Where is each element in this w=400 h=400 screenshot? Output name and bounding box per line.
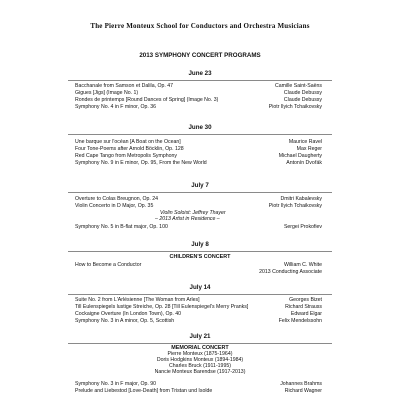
composer-name: Antonín Dvořák bbox=[286, 160, 322, 166]
divider bbox=[68, 251, 332, 252]
concert-date: June 30 bbox=[188, 124, 212, 131]
concert-date: July 7 bbox=[191, 182, 209, 189]
divider bbox=[68, 80, 332, 81]
composer-name: Michael Daugherty bbox=[278, 153, 322, 159]
program-row bbox=[75, 104, 322, 112]
memorial-name: Doris Hodgkins Monteux (1894-1984) bbox=[156, 357, 244, 363]
composer-name: Claude Debussy bbox=[283, 90, 322, 96]
soloist-line bbox=[75, 216, 322, 224]
program-row bbox=[75, 160, 322, 168]
piece-title: Prelude and Liebestod [Love-Death] from Tristan und Isolde bbox=[75, 388, 213, 394]
piece-title: Cockaigne Overture (In London Town), Op. 40 bbox=[75, 311, 182, 317]
divider bbox=[68, 192, 332, 193]
composer-name: Edward Elgar bbox=[290, 311, 322, 317]
composer-name: Piotr Ilyich Tchaikovsky bbox=[268, 203, 322, 209]
divider bbox=[68, 134, 332, 135]
piece-title: How to Become a Conductor bbox=[75, 262, 142, 268]
piece-title: Rondes de printemps [Round Dances of Spring] (Image No. 3) bbox=[75, 97, 219, 103]
composer-note: 2013 Conducting Associate bbox=[259, 269, 322, 275]
piece-title: Symphony No. 4 in F minor, Op. 36 bbox=[75, 104, 157, 110]
composer-name: Felix Mendelssohn bbox=[278, 318, 322, 324]
artist-in-residence-note: – 2013 Artist in Residence – bbox=[155, 216, 220, 222]
piece-title: Symphony No. 3 in A minor, Op. 5, Scottish bbox=[75, 318, 175, 324]
memorial-name: Charles Bruck (1911-1995) bbox=[169, 363, 231, 369]
divider bbox=[68, 343, 332, 344]
composer-name: Camille Saint-Saëns bbox=[275, 83, 322, 89]
concert-subheading: CHILDREN'S CONCERT bbox=[169, 254, 231, 260]
composer-name: Georges Bizet bbox=[289, 297, 322, 303]
piece-title: Gigues [Jigs] (Image No. 1) bbox=[75, 90, 139, 96]
composer-name: Claude Debussy bbox=[283, 97, 322, 103]
composer-name: Maurice Ravel bbox=[288, 139, 322, 145]
piece-title: Symphony No. 5 in B-flat major, Op. 100 bbox=[75, 224, 168, 230]
composer-name: Piotr Ilyich Tchaikovsky bbox=[268, 104, 322, 110]
memorial-name: Pierre Monteux (1875-1964) bbox=[167, 351, 233, 357]
concert-subheading: MEMORIAL CONCERT bbox=[171, 345, 229, 351]
composer-name: Johannes Brahms bbox=[280, 381, 322, 387]
composer-name: Sergei Prokofiev bbox=[283, 224, 322, 230]
piece-title: Four Tone-Poems after Arnold Böcklin, Op. 128 bbox=[75, 146, 184, 152]
concert-date: June 23 bbox=[188, 70, 212, 77]
program-row bbox=[75, 269, 322, 277]
piece-title: Bacchanale from Samson et Dalila, Op. 47 bbox=[75, 83, 174, 89]
piece-title: Red Cape Tango from Metropolis Symphony bbox=[75, 153, 177, 159]
memorial-name: Nancie Monteux Barendse (1917-2013) bbox=[154, 369, 246, 375]
composer-name: Dmitri Kabalevsky bbox=[280, 196, 322, 202]
soloist-name: Violin Soloist: Jeffrey Thayer bbox=[160, 210, 226, 216]
program-row bbox=[75, 388, 322, 396]
composer-name: William C. White bbox=[283, 262, 322, 268]
piece-title: Suite No. 2 from L'Arlésienne [The Woman from Arles] bbox=[75, 297, 200, 303]
program-row bbox=[75, 318, 322, 326]
piece-title: Symphony No. 9 in E minor, Op. 95, From the New World bbox=[75, 160, 207, 166]
concert-date: July 21 bbox=[189, 333, 211, 340]
concert-date: July 8 bbox=[191, 241, 209, 248]
piece-title: Till Eulenspiegels lustige Streiche, Op. 28 [Till Eulenspiegel's Merry Pranks] bbox=[75, 304, 249, 310]
piece-title: Symphony No. 3 in F major, Op. 90 bbox=[75, 381, 157, 387]
concert-date: July 14 bbox=[189, 284, 211, 291]
piece-title: Une barque sur l'océan [A Boat on the Ocean] bbox=[75, 139, 181, 145]
composer-name: Max Reger bbox=[296, 146, 322, 152]
piece-title: Violin Concerto in D Major, Op. 35 bbox=[75, 203, 154, 209]
program-row bbox=[75, 224, 322, 232]
composer-name: Richard Wagner bbox=[284, 388, 322, 394]
composer-name: Richard Strauss bbox=[285, 304, 322, 310]
piece-title: Overture to Colas Breugnon, Op. 24 bbox=[75, 196, 159, 202]
program-title: 2013 SYMPHONY CONCERT PROGRAMS bbox=[139, 52, 261, 59]
school-title: The Pierre Monteux School for Conductors and Orchestra Musicians bbox=[90, 22, 310, 30]
divider bbox=[68, 294, 332, 295]
